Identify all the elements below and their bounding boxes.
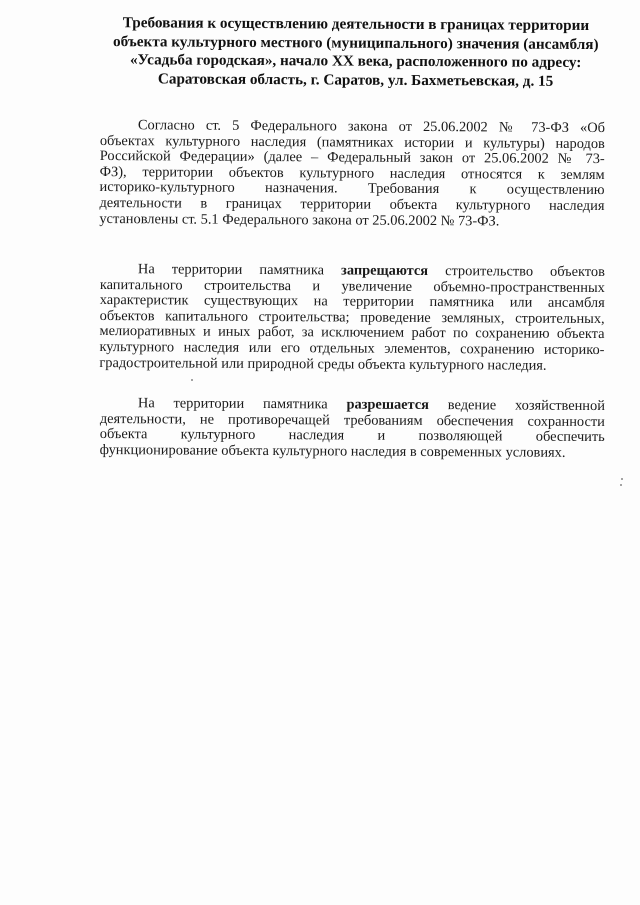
scan-speck xyxy=(620,484,622,486)
text-line: мелиоративных и иных работ, за исключением работ по сохранению объекта xyxy=(99,323,605,343)
text-line: объекта культурного наследия и позволяющей обеспечить xyxy=(99,426,605,446)
title-line: Требования к осуществлению деятельности в границах территории xyxy=(122,14,590,35)
scan-speck xyxy=(191,379,193,381)
paragraph-permitted xyxy=(100,396,605,461)
text-line: установлены ст. 5.1 Федерального закона от 25.06.2002 № 73-ФЗ. xyxy=(99,210,500,230)
emphasis-permitted: разрешается xyxy=(346,396,430,414)
lead-rest-text: строительство объектов xyxy=(445,263,605,281)
text-line: историко-культурного назначения. Требования к осуществлению xyxy=(99,179,605,199)
document-title xyxy=(92,14,620,91)
lead-rest-text: ведение хозяйственной xyxy=(447,397,605,415)
text-line: градостроительной или природной среды объекта культурного наследия. xyxy=(99,354,547,374)
text-line: деятельности, не противоречащей требованиям обеспечения сохранности xyxy=(99,410,605,430)
text-line: объектов капитального строительства; проведение земляных, строительных, xyxy=(99,307,605,327)
text-line: капитального строительства и увеличение объемно-пространственных xyxy=(99,276,605,296)
title-line: Саратовская область, г. Саратов, ул. Бахметьевская, д. 15 xyxy=(157,69,554,90)
text-line: функционирование объекта культурного наследия в современных условиях. xyxy=(99,441,566,461)
text-line: ФЗ), территории объектов культурного наследия относятся к землям xyxy=(99,163,605,183)
emphasis-prohibited: запрещаются xyxy=(341,262,429,280)
text-line: Согласно ст. 5 Федерального закона от 25.06.2002 № 73-ФЗ «Об xyxy=(137,117,605,137)
text-line: культурного наследия или его отдельных элементов, сохранению историко- xyxy=(99,338,605,359)
title-line: объекта культурного местного (муниципального) значения (ансамбля) xyxy=(113,32,599,53)
lead-text: На территории памятника xyxy=(137,395,328,413)
text-line: деятельности в границах территории объекта культурного наследия xyxy=(99,194,605,215)
text-line: Российской Федерации» (далее – Федеральный закон от 25.06.2002 № 73- xyxy=(99,148,605,168)
title-line: «Усадьба городская», начало XX века, расположенного по адресу: xyxy=(130,51,582,71)
text-line: объектах культурного наследия (памятниках истории и культуры) народов xyxy=(99,132,605,152)
lead-text: На территории памятника xyxy=(137,261,325,279)
text-line: характеристик существующих на территории памятника или ансамбля xyxy=(99,292,605,312)
paragraph-legal-basis xyxy=(99,118,605,230)
scan-speck xyxy=(621,478,623,480)
paragraph-prohibited xyxy=(99,262,605,374)
